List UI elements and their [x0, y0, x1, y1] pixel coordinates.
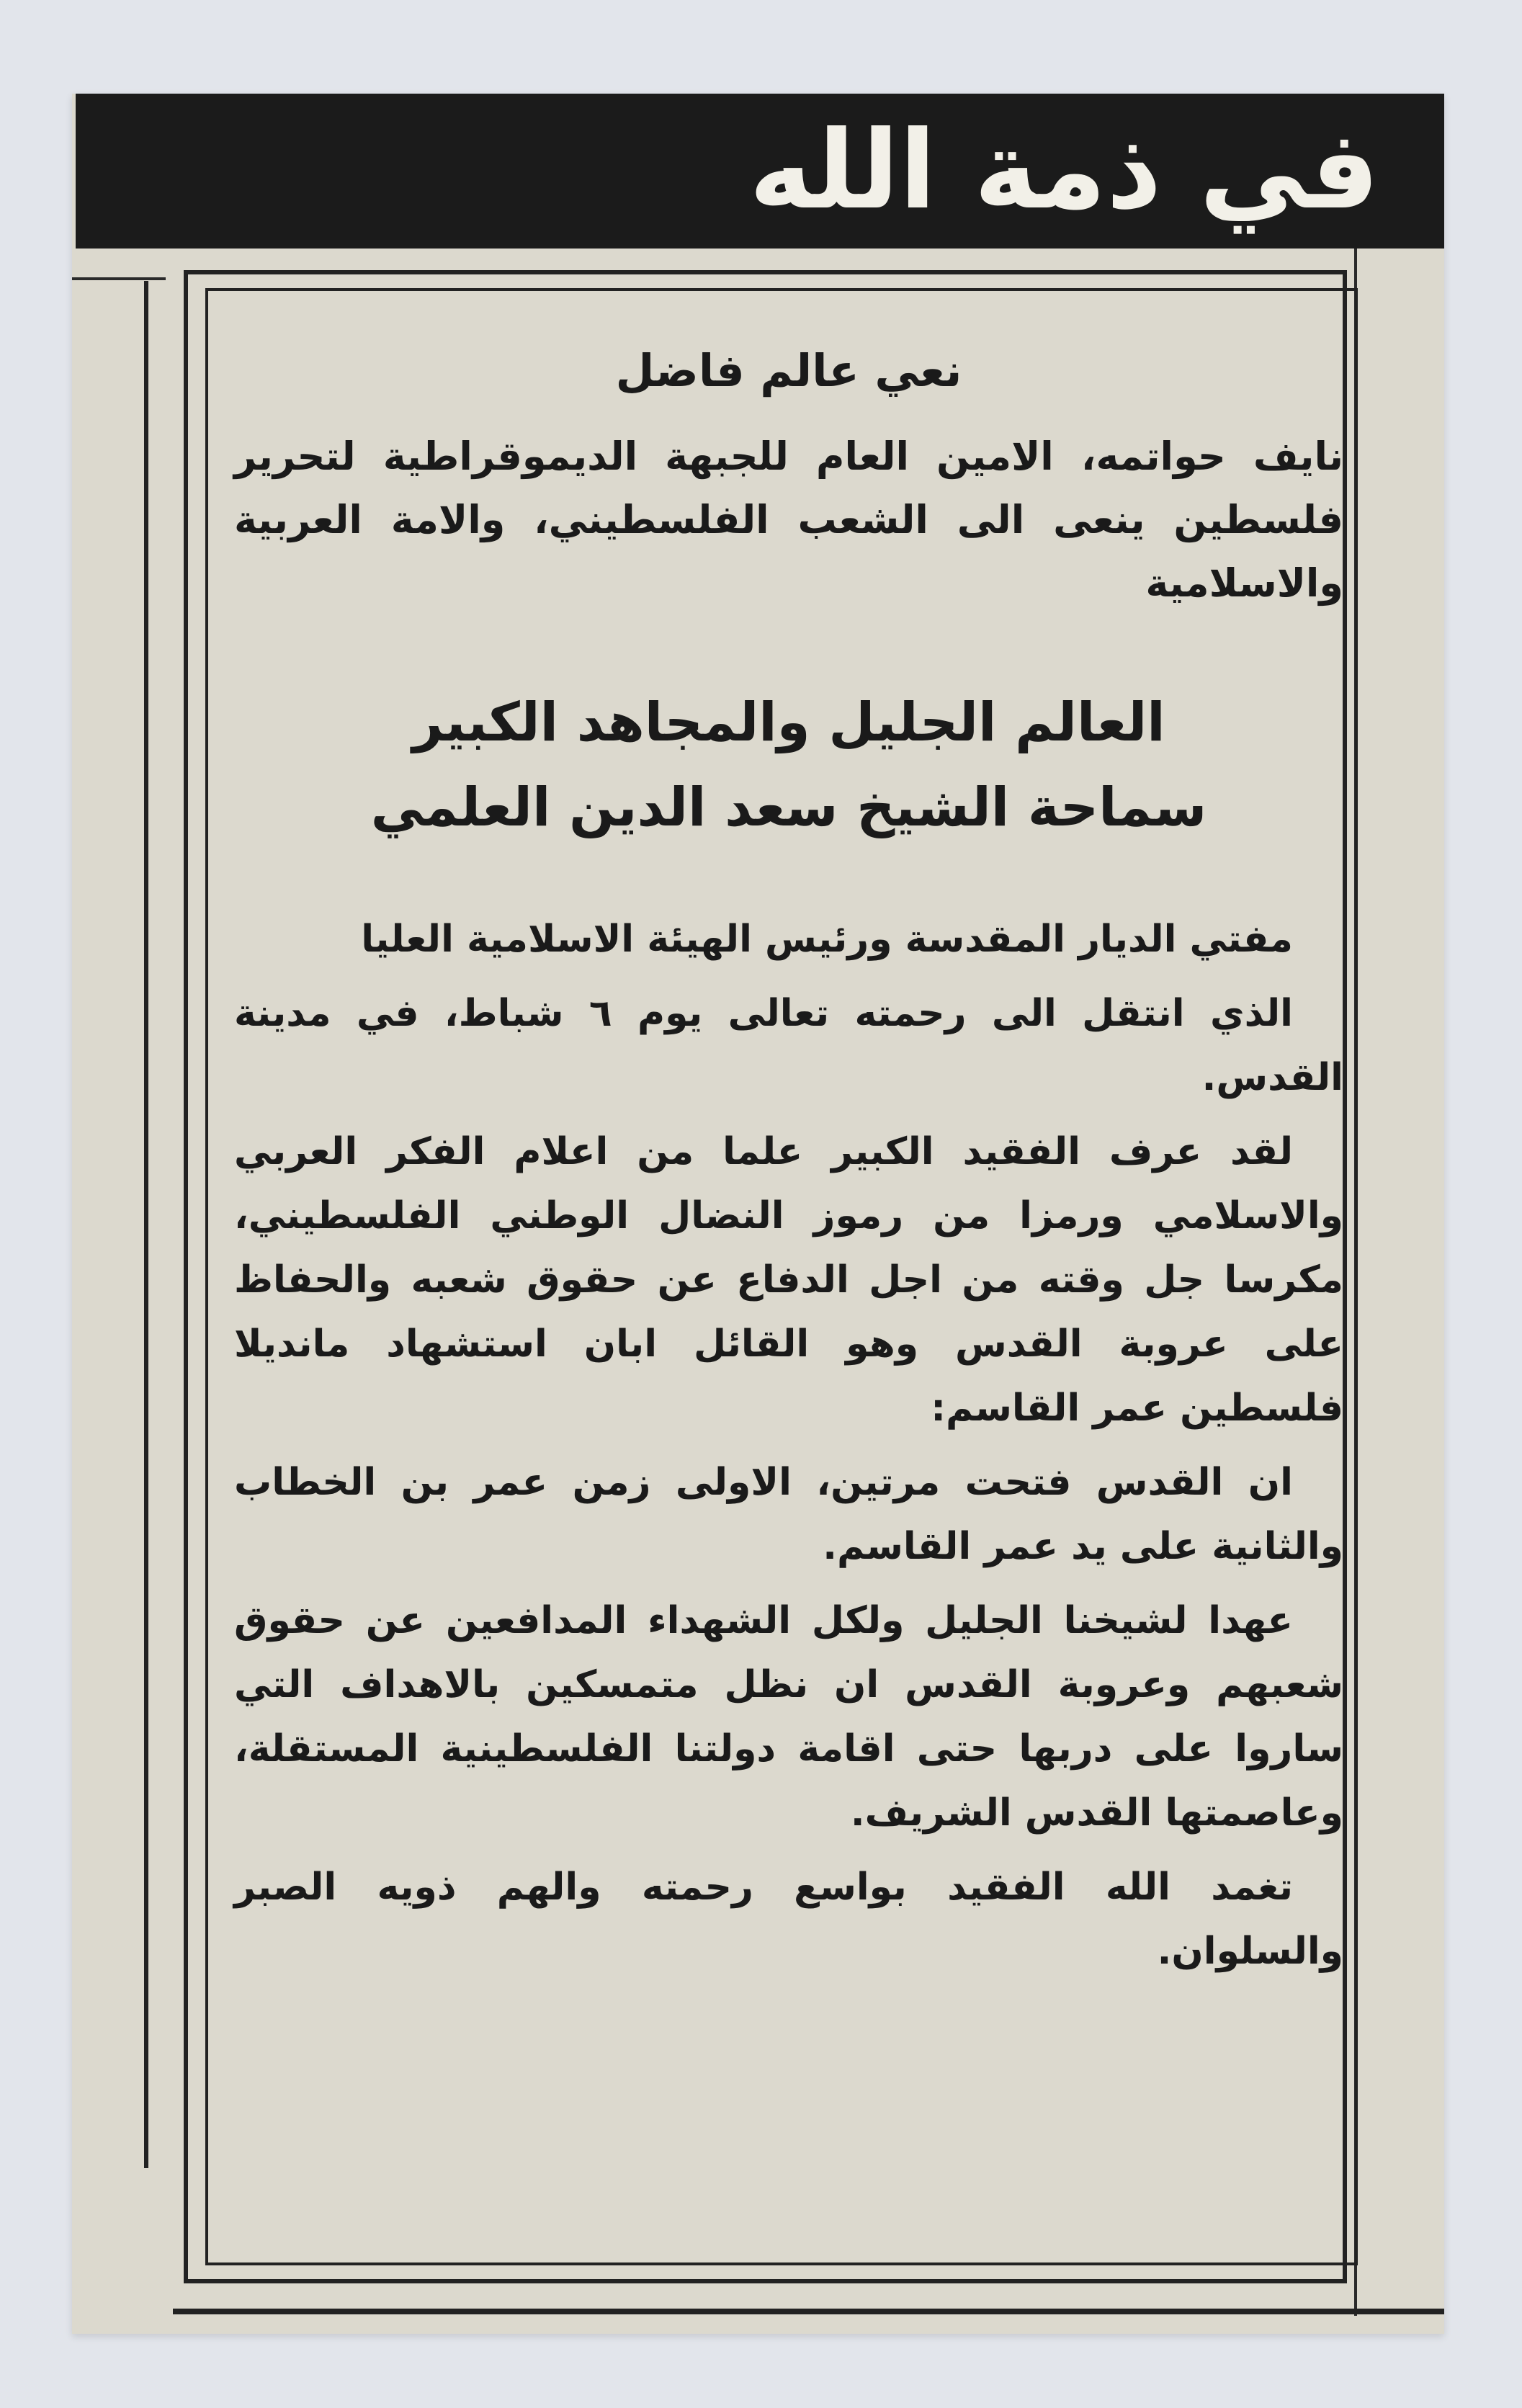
bottom-rule — [173, 2309, 1444, 2314]
body-paragraph: الذي انتقل الى رحمته تعالى يوم ٦ شباط، في مدينة القدس. — [234, 992, 1343, 1099]
obituary-headline: نعي عالم فاضل — [615, 344, 962, 397]
deceased-name-block — [234, 680, 1343, 850]
deceased-name-line: سماحة الشيخ سعد الدين العلمي — [370, 776, 1207, 838]
deceased-title-line: العالم الجليل والمجاهد الكبير — [412, 691, 1165, 753]
body-paragraph: لقد عرف الفقيد الكبير علما من اعلام الفكر العربي والاسلامي ورمزا من رموز النضال الوطني الفلسطيني، مكرسا جل وقته من اجل الدفاع عن حقوق شعبه والحفاظ على عروبة القدس وهو القائل ابان استشهاد مانديلا فلسطين عمر القاسم: — [234, 1130, 1343, 1430]
banner-title: في ذمة الله — [748, 108, 1379, 233]
body-paragraph: عهدا لشيخنا الجليل ولكل الشهداء المدافعين عن حقوق شعبهم وعروبة القدس ان نظل متمسكين بالاهداف التي ساروا على دربها حتى اقامة دولتنا الفلسطينية المستقلة، وعاصمتها القدس الشريف. — [234, 1599, 1343, 1835]
section-banner — [76, 94, 1444, 249]
column-divider-left — [144, 281, 148, 2168]
column-rule-top — [72, 277, 166, 280]
newspaper-clipping — [72, 94, 1444, 2334]
obituary-intro: نايف حواتمه، الامين العام للجبهة الديموقراطية لتحرير فلسطين ينعى الى الشعب الفلسطيني، والامة العربية والاسلامية — [234, 434, 1343, 606]
body-paragraph: ان القدس فتحت مرتين، الاولى زمن عمر بن الخطاب والثانية على يد عمر القاسم. — [234, 1461, 1343, 1568]
body-paragraph: مفتي الديار المقدسة ورئيس الهيئة الاسلامية العليا — [361, 918, 1293, 961]
body-paragraph: تغمد الله الفقيد بواسع رحمته والهم ذويه الصبر والسلوان. — [234, 1866, 1343, 1973]
obituary-notice — [234, 310, 1343, 1994]
